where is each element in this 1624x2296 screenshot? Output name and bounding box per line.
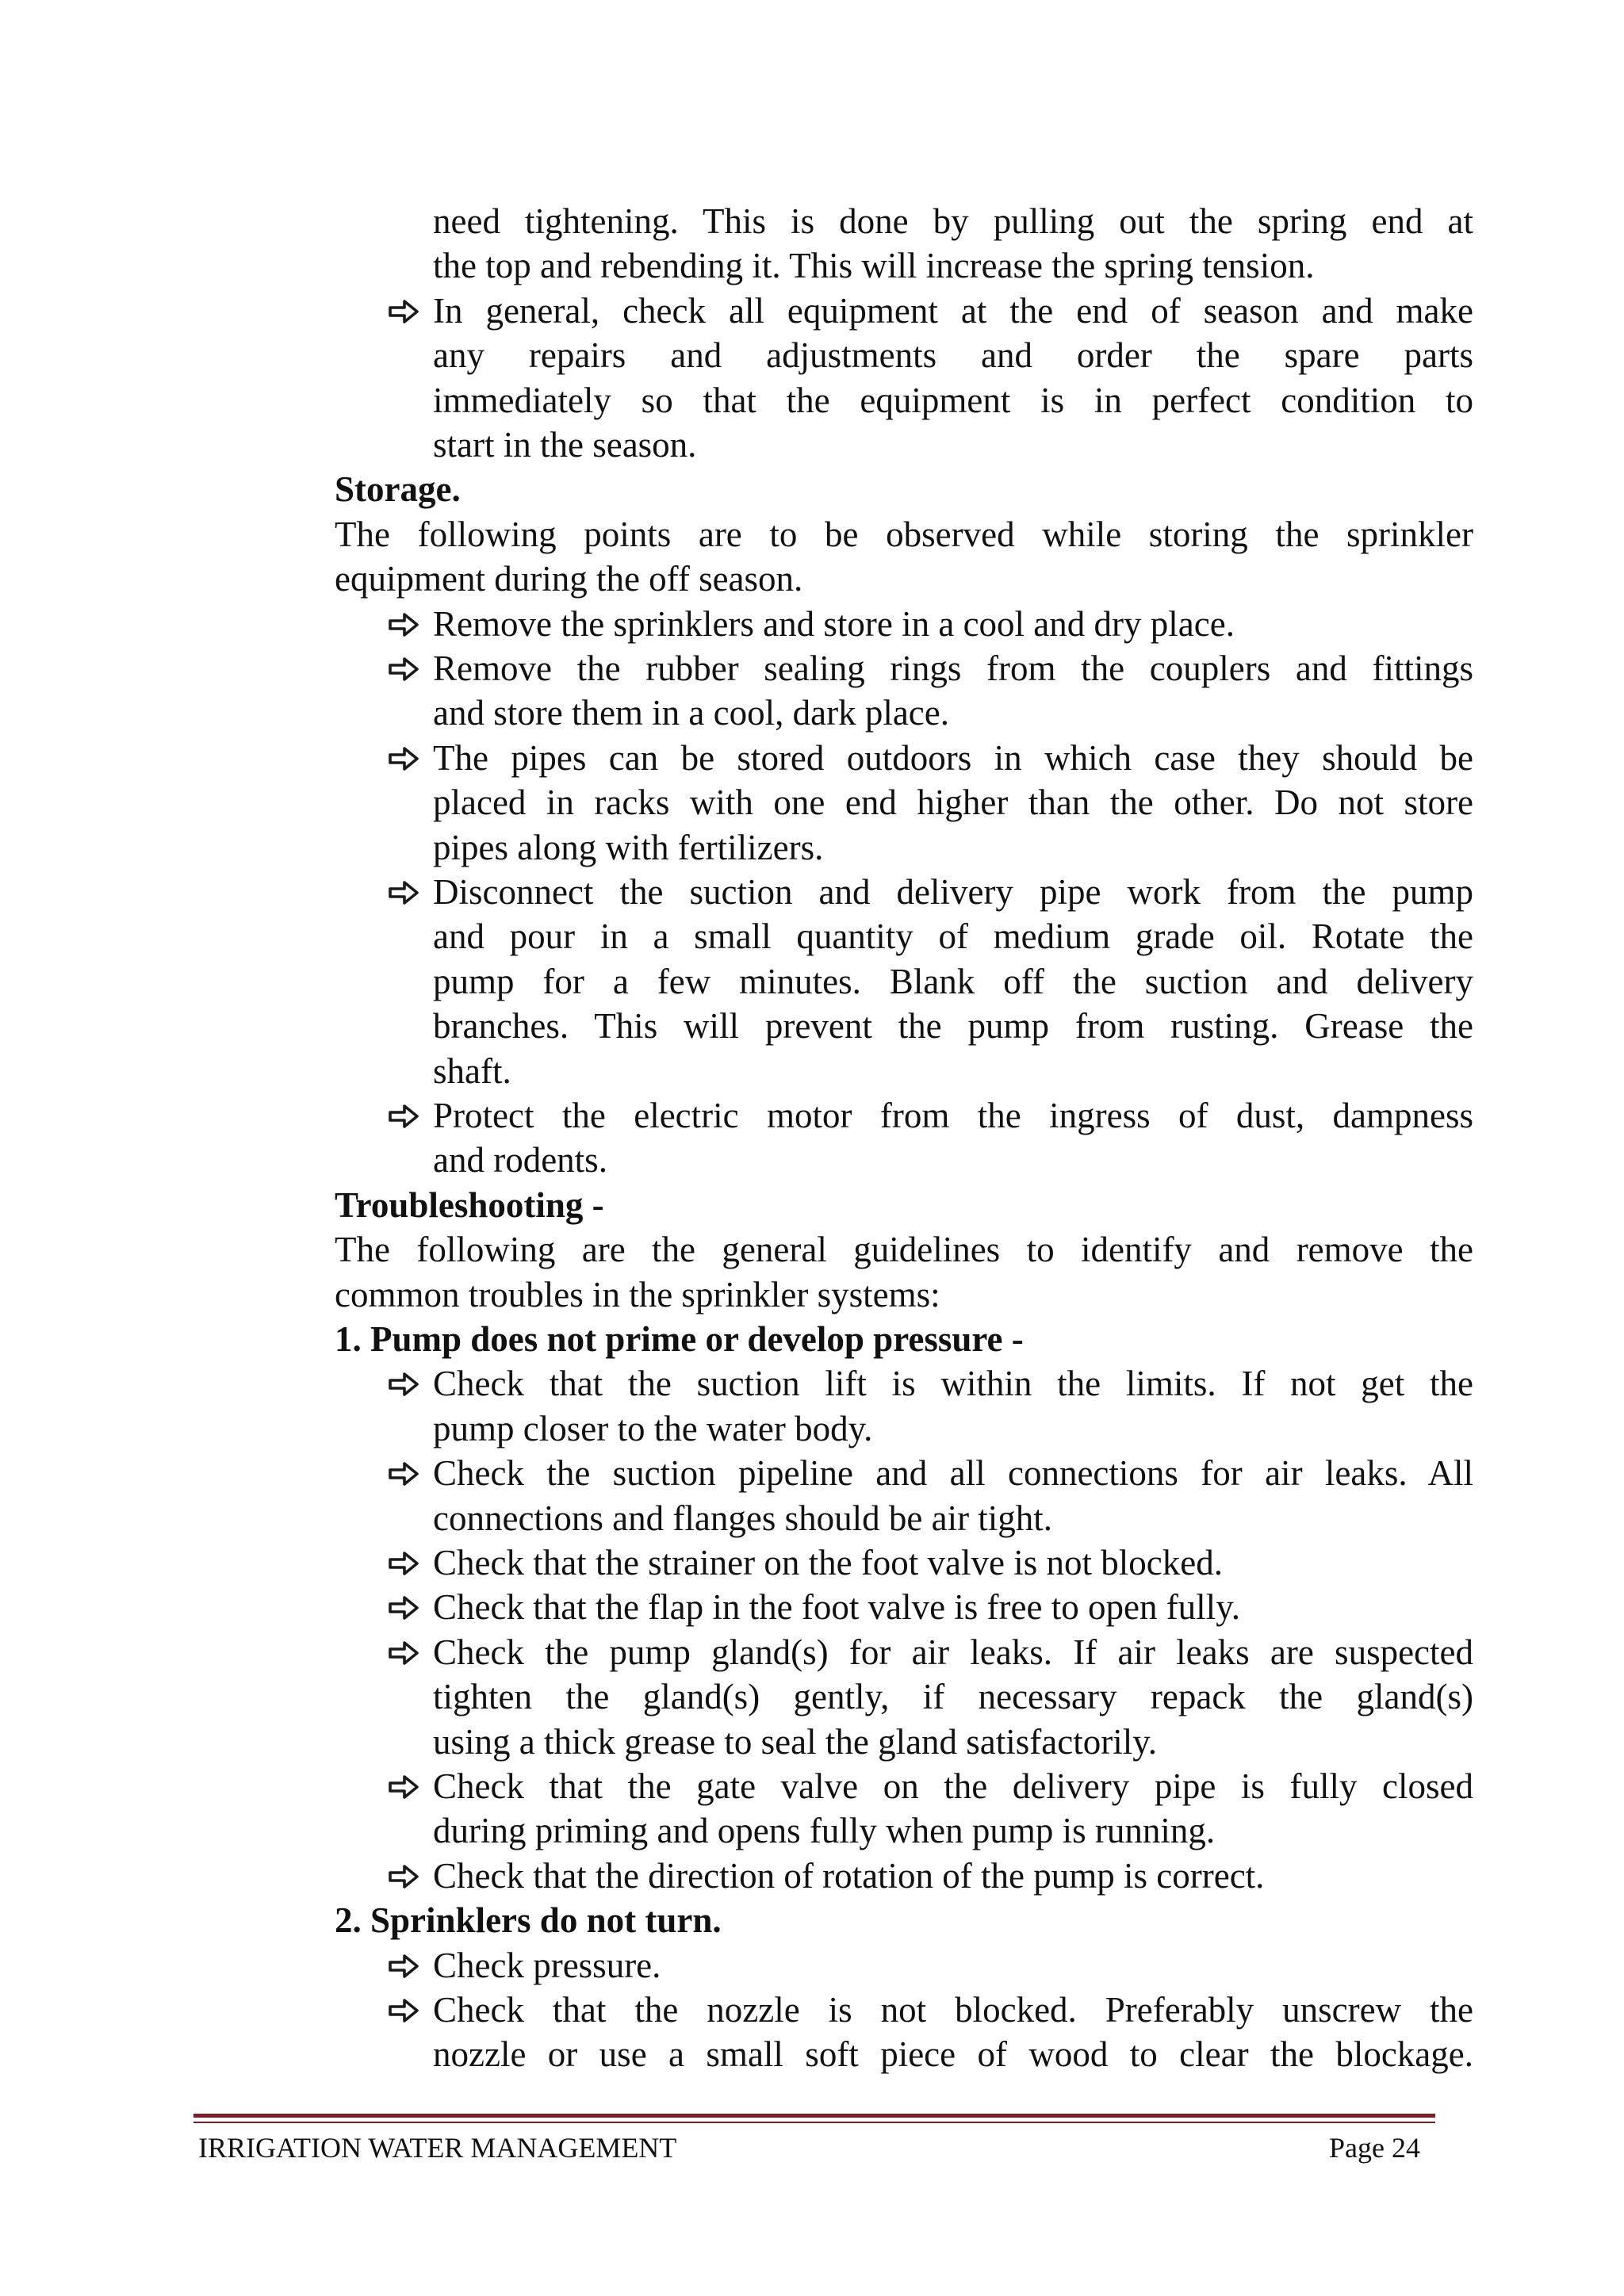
bullet-continuation-line: any repairs and adjustments and order the spare parts [433, 335, 1473, 376]
bullet-continuation-line: using a thick grease to seal the gland satisfactorily. [433, 1721, 1158, 1762]
bullet-line: Check that the nozzle is not blocked. Preferably unscrew the [433, 1990, 1473, 2030]
bullet-continuation-line: branches. This will prevent the pump from rusting. Grease the [433, 1006, 1473, 1047]
bullet-line: Check that the flap in the foot valve is free to open fully. [433, 1587, 1241, 1628]
bullet-continuation-line: shaft. [433, 1050, 511, 1091]
bullet-continuation-line: and pour in a small quantity of medium grade oil. Rotate the [433, 916, 1473, 957]
bullet-line: Check the suction pipeline and all connections for air leaks. All [433, 1453, 1473, 1494]
section-heading: 1. Pump does not prime or develop pressure - [335, 1319, 1024, 1359]
bullet-line: Check that the gate valve on the delivery pipe is fully closed [433, 1766, 1473, 1806]
section-heading: 2. Sprinklers do not turn. [335, 1900, 722, 1941]
bullet-line: Disconnect the suction and delivery pipe work from the pump [433, 872, 1473, 912]
bullet-continuation-line: and store them in a cool, dark place. [433, 693, 950, 733]
bullet-line: Protect the electric motor from the ingress of dust, dampness [433, 1096, 1473, 1135]
bullet-line: Check the pump gland(s) for air leaks. If air leaks are suspected [433, 1632, 1473, 1672]
bullet-continuation-line: pipes along with fertilizers. [433, 827, 824, 867]
footer-rule-thick [193, 2114, 1435, 2118]
bullet-continuation-line: pump for a few minutes. Blank off the suction and delivery [433, 961, 1473, 1001]
bullet-line: Remove the rubber sealing rings from the couplers and fittings [433, 649, 1473, 688]
arrow-right-outline-icon [385, 1098, 422, 1135]
arrow-right-outline-icon [385, 651, 422, 687]
section-heading: Storage. [335, 469, 461, 510]
bullet-line: In general, check all equipment at the end of season and make [433, 290, 1473, 331]
bullet-continuation-line: during priming and opens fully when pump is running. [433, 1811, 1216, 1851]
arrow-right-outline-icon [385, 1366, 422, 1402]
arrow-right-outline-icon [385, 1858, 422, 1895]
arrow-right-outline-icon [385, 1590, 422, 1626]
arrow-right-outline-icon [385, 293, 422, 330]
arrow-right-outline-icon [385, 1769, 422, 1805]
bullet-line: Check that the suction lift is within the limits. If not get the [433, 1364, 1473, 1404]
arrow-right-outline-icon [385, 874, 422, 911]
arrow-right-outline-icon [385, 1635, 422, 1671]
bullet-line: Remove the sprinklers and store in a cool and dry place. [433, 603, 1235, 644]
section-heading: Troubleshooting - [335, 1184, 604, 1225]
footer-page-number: Page 24 [1329, 2132, 1420, 2164]
bullet-continuation-line: nozzle or use a small soft piece of wood to clear the blockage. [433, 2034, 1473, 2075]
paragraph-line: The following are the general guidelines to identify and remove the [335, 1230, 1473, 1270]
bullet-continuation-line: the top and rebending it. This will increase the spring tension. [433, 246, 1315, 286]
arrow-right-outline-icon [385, 607, 422, 643]
bullet-continuation-line: tighten the gland(s) gently, if necessary repack the gland(s) [433, 1677, 1473, 1717]
bullet-continuation-line: start in the season. [433, 425, 697, 465]
paragraph-line: common troubles in the sprinkler systems: [335, 1274, 940, 1314]
bullet-continuation-line: and rodents. [433, 1140, 607, 1181]
bullet-line: Check that the direction of rotation of the pump is correct. [433, 1855, 1265, 1896]
arrow-right-outline-icon [385, 1948, 422, 1984]
arrow-right-outline-icon [385, 1992, 422, 2029]
paragraph-line: The following points are to be observed while storing the sprinkler [335, 514, 1473, 554]
bullet-line: Check pressure. [433, 1945, 661, 1985]
footer-rule-thin [193, 2122, 1435, 2123]
bullet-continuation-line: immediately so that the equipment is in perfect condition to [433, 380, 1473, 420]
bullet-line: The pipes can be stored outdoors in which case they should be [433, 737, 1473, 778]
footer-title: IRRIGATION WATER MANAGEMENT [198, 2132, 677, 2164]
bullet-continuation-line: need tightening. This is done by pulling out the spring end at [433, 201, 1473, 241]
bullet-continuation-line: placed in racks with one end higher than the other. Do not store [433, 783, 1473, 823]
paragraph-line: equipment during the off season. [335, 559, 803, 599]
bullet-continuation-line: pump closer to the water body. [433, 1408, 873, 1448]
bullet-line: Check that the strainer on the foot valve is not blocked. [433, 1543, 1223, 1582]
arrow-right-outline-icon [385, 1545, 422, 1582]
arrow-right-outline-icon [385, 1456, 422, 1492]
bullet-continuation-line: connections and flanges should be air tight. [433, 1498, 1053, 1538]
arrow-right-outline-icon [385, 740, 422, 777]
